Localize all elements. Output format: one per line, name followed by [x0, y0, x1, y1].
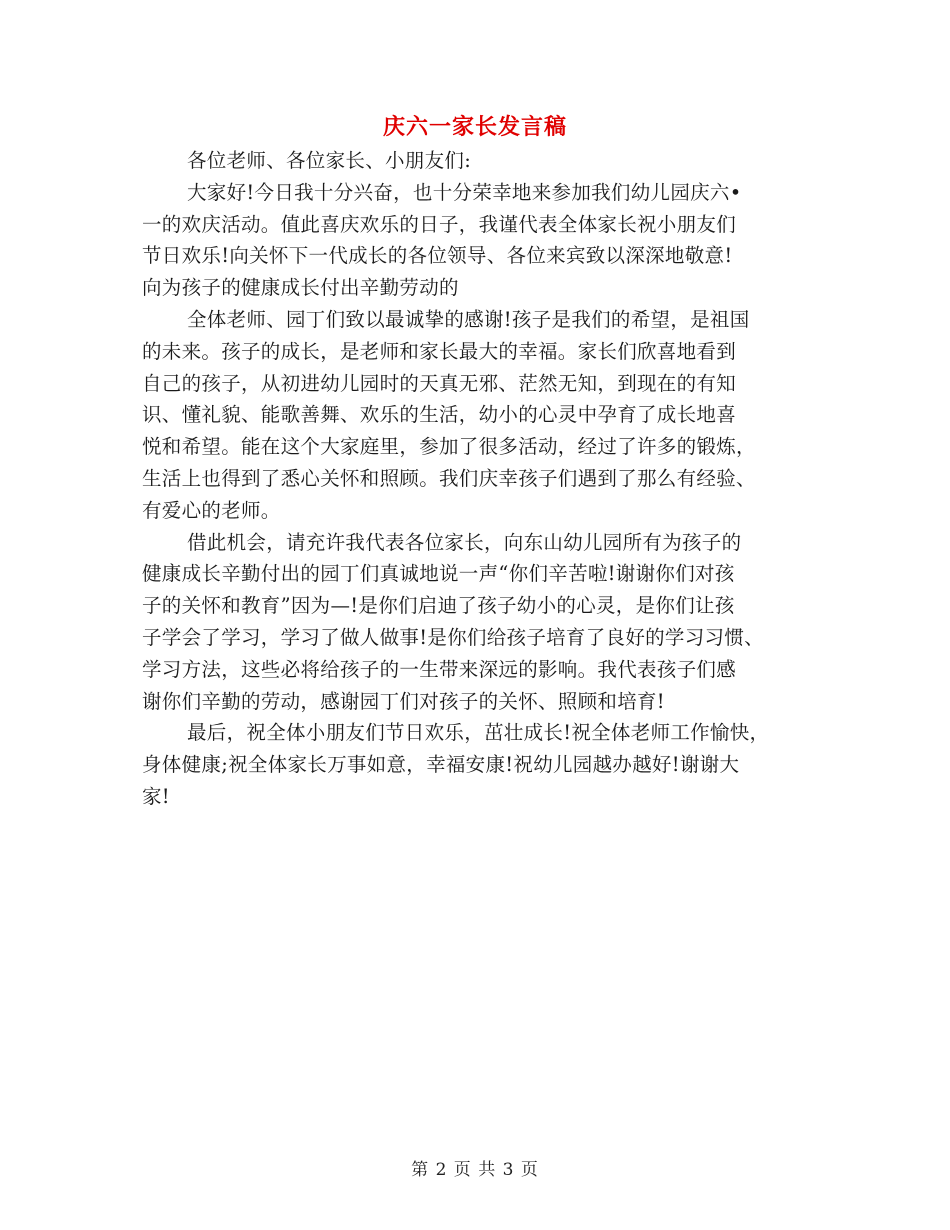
- text-line: 节日欢乐!向关怀下一代成长的各位领导、各位来宾致以深深地敬意!: [142, 244, 733, 268]
- text-line: 向为孩子的健康成长付出辛勤劳动的: [142, 276, 459, 300]
- document-title: 庆六一家长发言稿: [382, 114, 567, 140]
- text-line: 学习方法，这些必将给孩子的一生带来深远的影响。我代表孩子们感: [142, 657, 737, 681]
- text-line: 身体健康;祝全体家长万事如意，幸福安康!祝幼儿园越办越好!谢谢大: [142, 753, 740, 777]
- text-line: 识、懂礼貌、能歌善舞、欢乐的生活，幼小的心灵中孕育了成长地喜: [142, 403, 737, 427]
- page-number-footer: 第 2 页 共 3 页: [411, 1160, 539, 1180]
- text-line: 最后，祝全体小朋友们节日欢乐，茁壮成长!祝全体老师工作愉快，: [187, 721, 770, 745]
- text-line: 一的欢庆活动。值此喜庆欢乐的日子，我谨代表全体家长祝小朋友们: [142, 212, 737, 236]
- text-line: 全体老师、园丁们致以最诚挚的感谢!孩子是我们的希望，是祖国: [187, 307, 750, 331]
- text-line: 子学会了学习，学习了做人做事!是你们给孩子培育了良好的学习习惯、: [142, 625, 764, 649]
- text-line: 谢你们辛勤的劳动，感谢园丁们对孩子的关怀、照顾和培育!: [142, 689, 665, 713]
- text-line: 借此机会，请充许我代表各位家长，向东山幼儿园所有为孩子的: [187, 530, 742, 554]
- text-line: 的未来。孩子的成长，是老师和家长最大的幸福。家长们欣喜地看到: [142, 339, 737, 363]
- text-line: 大家好!今日我十分兴奋，也十分荣幸地来参加我们幼儿园庆六•: [187, 180, 742, 204]
- text-line: 健康成长辛勤付出的园丁们真诚地说一声“你们辛苦啦!谢谢你们对孩: [142, 562, 735, 586]
- document-body: [142, 145, 812, 813]
- text-line: 有爱心的老师。: [142, 498, 281, 522]
- text-line: 子的关怀和教育”因为—!是你们启迪了孩子幼小的心灵，是你们让孩: [142, 594, 735, 618]
- text-line: 生活上也得到了悉心关怀和照顾。我们庆幸孩子们遇到了那么有经验、: [142, 466, 756, 490]
- text-line: 家!: [142, 784, 170, 808]
- text-line: 自己的孩子，从初进幼儿园时的天真无邪、茫然无知，到现在的有知: [142, 371, 737, 395]
- text-line-salutation: 各位老师、各位家长、小朋友们:: [187, 149, 472, 172]
- text-line: 悦和希望。能在这个大家庭里，参加了很多活动，经过了许多的锻炼，: [142, 435, 756, 459]
